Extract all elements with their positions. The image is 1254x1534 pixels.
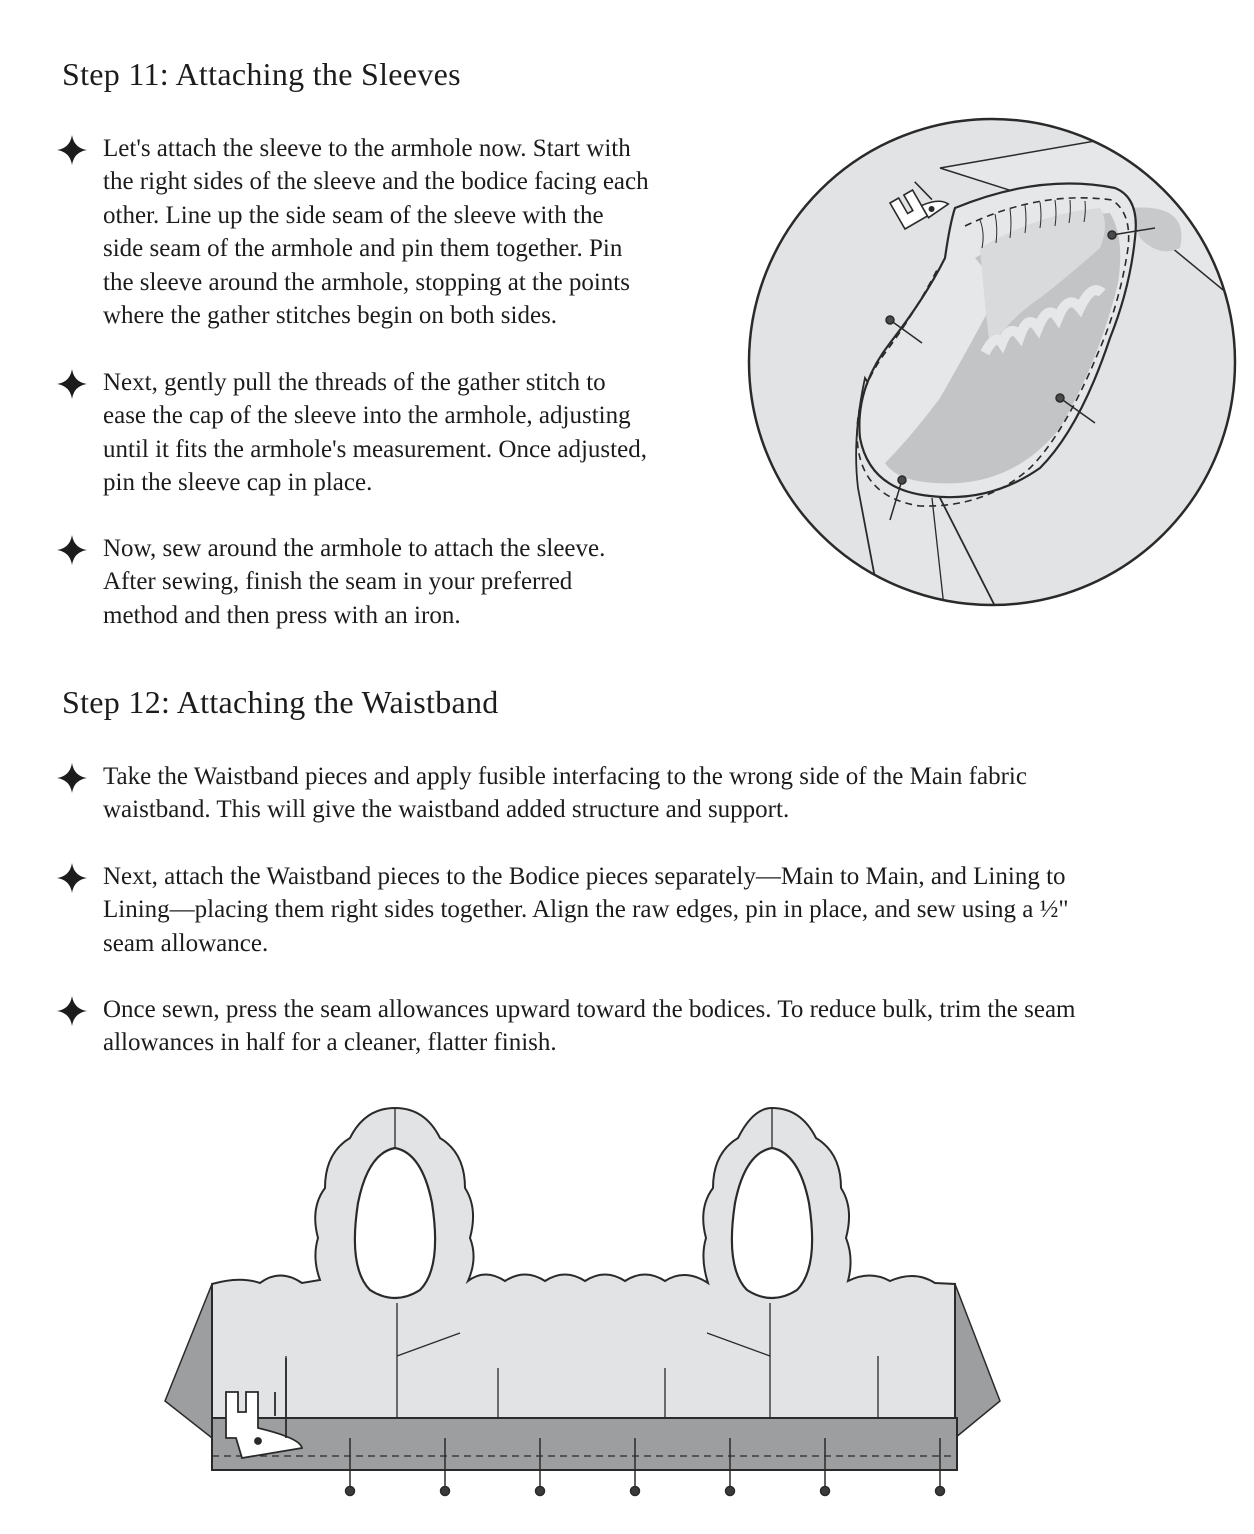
step-12-bullet-text: Once sewn, press the seam allowances upward toward the bodices. To reduce bulk, trim the seam allowances in half for a cleaner, flatter finish. <box>103 996 1076 1057</box>
step-12-bullet-text: Next, attach the Waistband pieces to the Bodice pieces separately—Main to Main, and Lining to Lining—placing them right sides together. Align the raw edges, pin in place, and sew using a ½" seam allowance. <box>103 863 1069 957</box>
four-point-star-icon <box>56 995 88 1027</box>
four-point-star-icon <box>56 862 88 894</box>
step-11-bullet-text: Let's attach the sleeve to the armhole now. Start with the right sides of the sleeve and the bodice facing each other. Line up the side seam of the sleeve with the side seam of the armhole and pin them together. Pin the sleeve around the armhole, stopping at the points where the gather stitches begin on both sides. <box>103 135 649 330</box>
step-11-bullet-text: Next, gently pull the threads of the gather stitch to ease the cap of the sleeve into the armhole, adjusting until it fits the armhole's measurement. Once adjusted, pin the sleeve cap in place. <box>103 369 647 497</box>
step-11-bullet-text: Now, sew around the armhole to attach the sleeve. After sewing, finish the seam in your preferred method and then press with an iron. <box>103 535 606 629</box>
waistband-bodice-illustration <box>160 1098 1010 1503</box>
step-12-bullet-2 <box>56 860 1069 960</box>
step-11-bullet-1 <box>56 132 649 332</box>
step-11-bullet-3 <box>56 532 605 632</box>
step-12-bullet-3 <box>56 993 1076 1060</box>
step-11-bullet-2 <box>56 366 647 500</box>
step-12-heading: Step 12: Attaching the Waistband <box>62 684 499 720</box>
step-11-heading: Step 11: Attaching the Sleeves <box>62 56 461 92</box>
step-12-bullet-1 <box>56 760 1027 827</box>
four-point-star-icon <box>56 762 88 794</box>
four-point-star-icon <box>56 534 88 566</box>
sleeve-armhole-illustration <box>740 108 1245 616</box>
step-12-bullet-text: Take the Waistband pieces and apply fusible interfacing to the wrong side of the Main fabric waistband. This will give the waistband added structure and support. <box>103 763 1027 824</box>
four-point-star-icon <box>56 368 88 400</box>
four-point-star-icon <box>56 134 88 166</box>
